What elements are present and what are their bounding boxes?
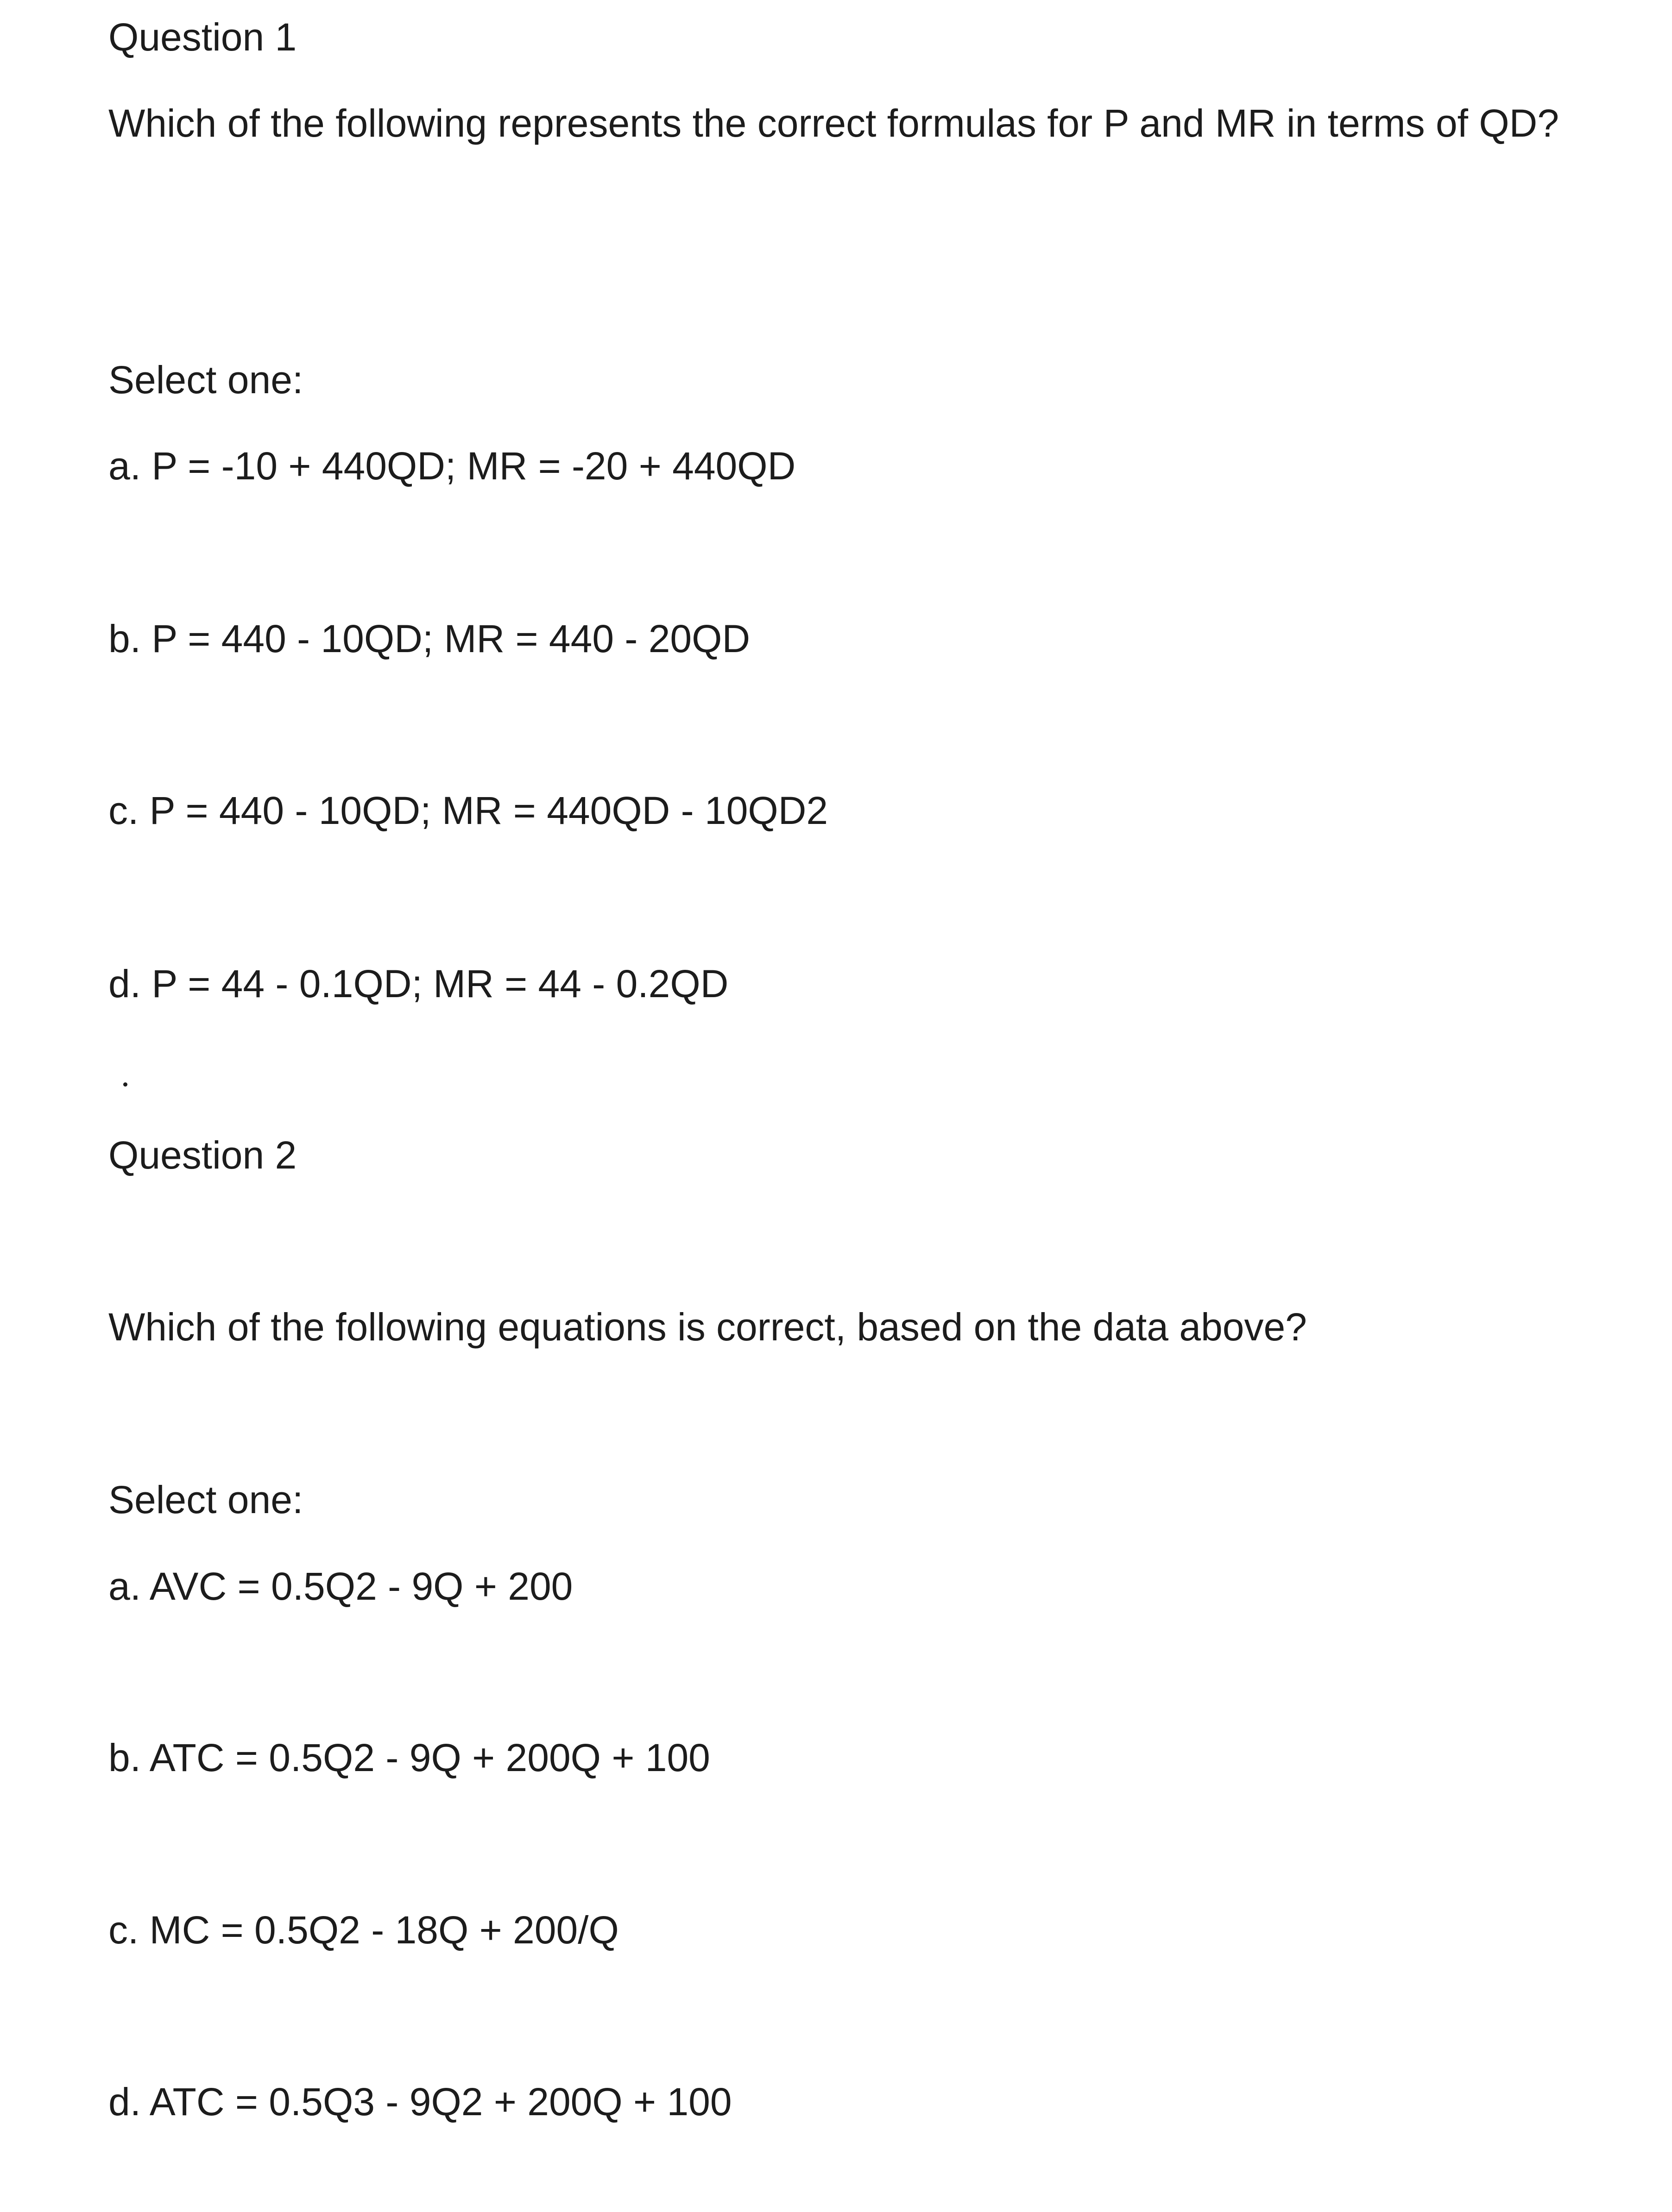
question-2-option-c[interactable]: c. MC = 0.5Q2 - 18Q + 200/Q xyxy=(108,1908,619,1952)
question-1-heading: Question 1 xyxy=(108,15,297,59)
question-2-option-b[interactable]: b. ATC = 0.5Q2 - 9Q + 200Q + 100 xyxy=(108,1736,710,1779)
question-1-option-a[interactable]: a. P = -10 + 440QD; MR = -20 + 440QD xyxy=(108,444,796,488)
stray-dot xyxy=(123,1082,127,1087)
question-2-select-label: Select one: xyxy=(108,1478,303,1521)
question-1-prompt: Which of the following represents the correct formulas for P and MR in terms of QD? xyxy=(108,101,1559,145)
question-1-option-d[interactable]: d. P = 44 - 0.1QD; MR = 44 - 0.2QD xyxy=(108,962,729,1005)
question-2-option-d[interactable]: d. ATC = 0.5Q3 - 9Q2 + 200Q + 100 xyxy=(108,2080,732,2124)
question-1-select-label: Select one: xyxy=(108,358,303,402)
question-2-option-a[interactable]: a. AVC = 0.5Q2 - 9Q + 200 xyxy=(108,1565,573,1608)
question-2-heading: Question 2 xyxy=(108,1133,297,1177)
question-1-option-c[interactable]: c. P = 440 - 10QD; MR = 440QD - 10QD2 xyxy=(108,789,828,832)
question-2-prompt: Which of the following equations is correct, based on the data above? xyxy=(108,1305,1307,1349)
question-1-option-b[interactable]: b. P = 440 - 10QD; MR = 440 - 20QD xyxy=(108,617,751,660)
